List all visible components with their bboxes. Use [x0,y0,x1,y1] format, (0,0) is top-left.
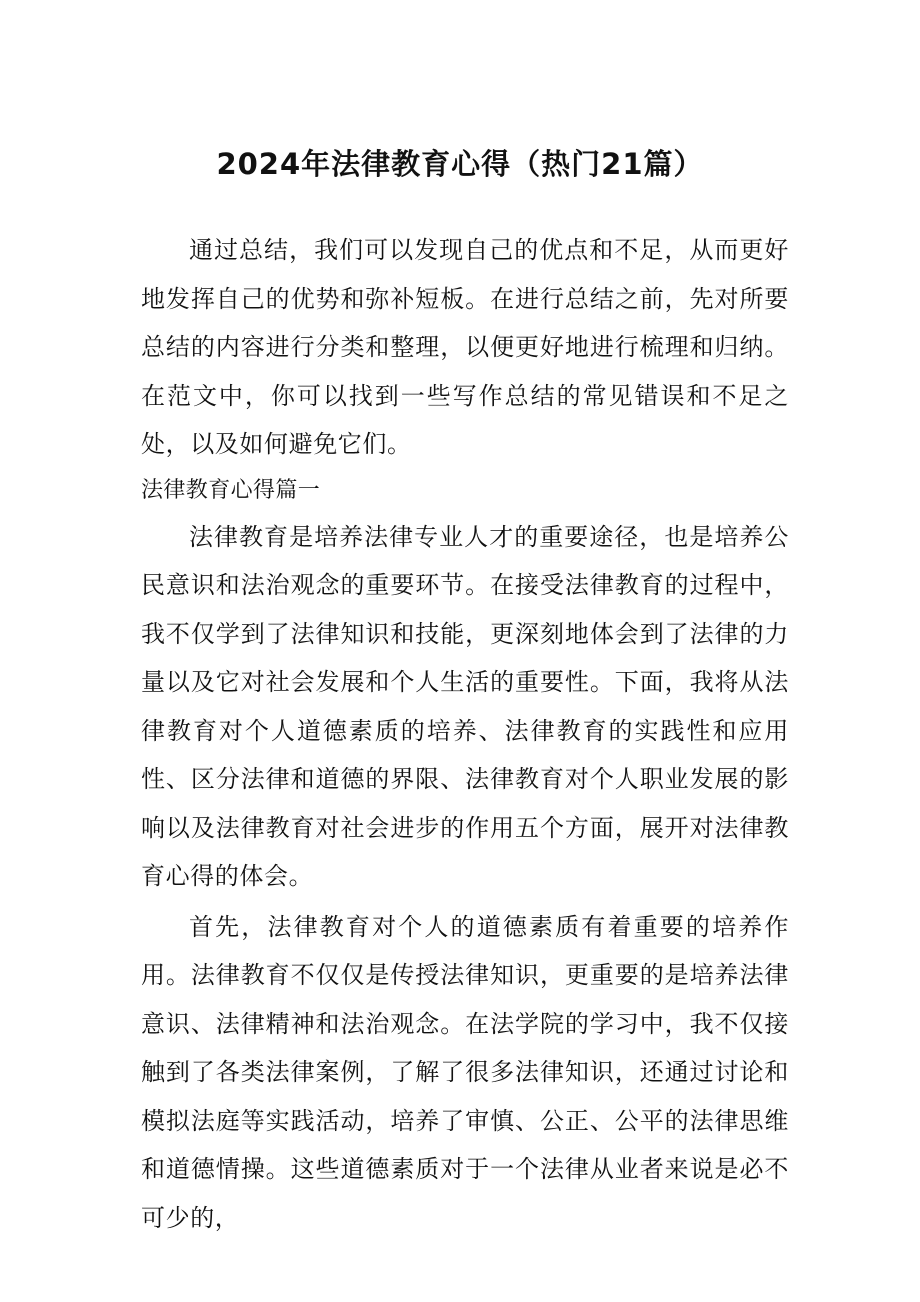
body-paragraph-2: 首先，法律教育对个人的道德素质有着重要的培养作用。法律教育不仅仅是传授法律知识，更重要的是培养法律意识、法律精神和法治观念。在法学院的学习中，我不仅接触到了各类法律案例，了解了很多法律知识，还通过讨论和模拟法庭等实践活动，培养了审慎、公正、公平的法律思维和道德情操。这些道德素质对于一个法律从业者来说是必不可少的， [141,912,789,1232]
document-body [141,226,789,1242]
section-heading: 法律教育心得篇一 [141,477,321,503]
intro-paragraph: 通过总结，我们可以发现自己的优点和不足，从而更好地发挥自己的优势和弥补短板。在进行总结之前，先对所要总结的内容进行分类和整理，以便更好地进行梳理和归纳。在范文中，你可以找到一些写作总结的常见错误和不足之处，以及如何避免它们。 [141,236,789,458]
document-title: 2024年法律教育心得（热门21篇） [216,147,704,181]
body-paragraph-1: 法律教育是培养法律专业人才的重要途径，也是培养公民意识和法治观念的重要环节。在接受法律教育的过程中，我不仅学到了法律知识和技能，更深刻地体会到了法律的力量以及它对社会发展和个人生活的重要性。下面，我将从法律教育对个人道德素质的培养、法律教育的实践性和应用性、区分法律和道德的界限、法律教育对个人职业发展的影响以及法律教育对社会进步的作用五个方面，展开对法律教育心得的体会。 [141,522,789,890]
